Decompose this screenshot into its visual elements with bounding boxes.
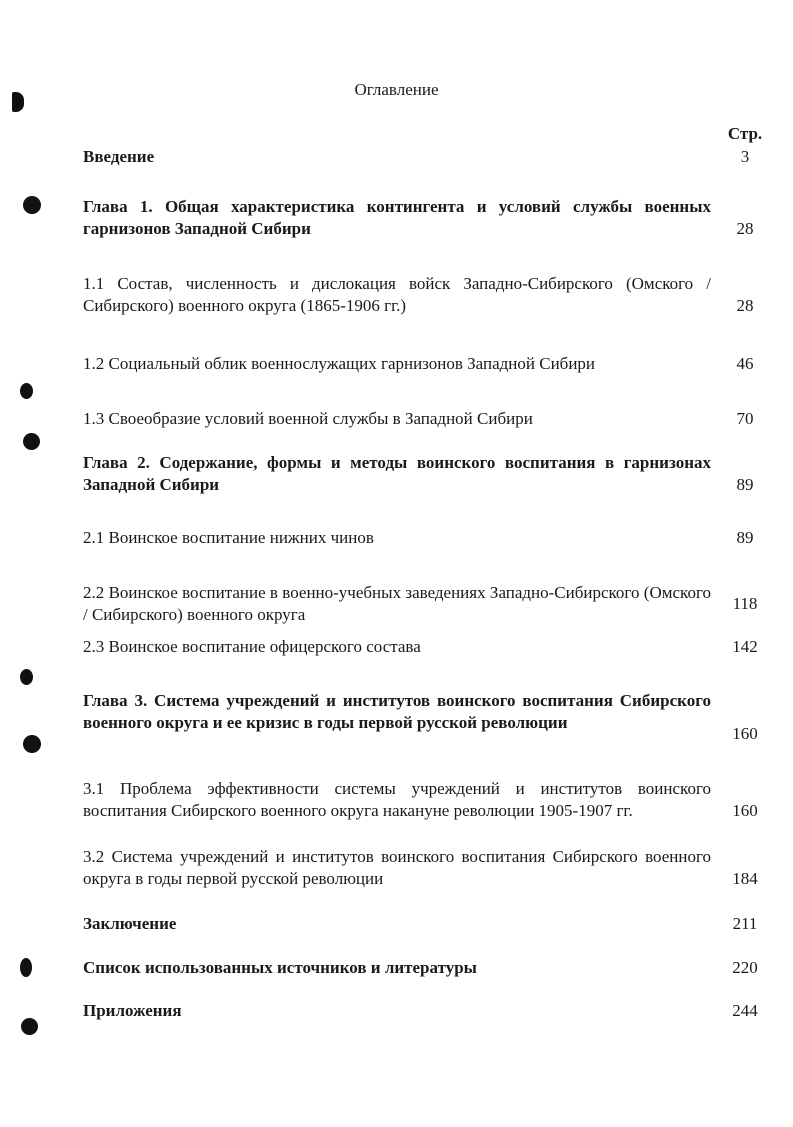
toc-page-chapter-3: 160 — [732, 724, 758, 743]
toc-entry-references: Список использованных источников и литературы — [83, 958, 477, 977]
scan-hole-mark — [23, 735, 41, 753]
scan-hole-mark — [12, 92, 24, 112]
toc-entry-section-2-2: 2.2 Воинское воспитание в военно-учебных заведениях Западно-Сибирского (Омского / Сибирского) военного округа — [83, 583, 711, 624]
toc-page-appendices: 244 — [732, 1001, 758, 1020]
toc-entry-chapter-1: Глава 1. Общая характеристика контингента и условий службы военных гарнизонов Западной Сибири — [83, 197, 711, 238]
toc-page-section-2-3: 142 — [732, 637, 758, 656]
toc-entry-chapter-2: Глава 2. Содержание, формы и методы воинского воспитания в гарнизонах Западной Сибири — [83, 453, 711, 494]
toc-entry-conclusion: Заключение — [83, 914, 177, 933]
scan-hole-mark — [20, 383, 33, 399]
scan-hole-mark — [23, 433, 40, 450]
toc-page-introduction: 3 — [740, 147, 750, 166]
toc-page-references: 220 — [732, 958, 758, 977]
toc-entry-section-3-1: 3.1 Проблема эффективности системы учреждений и институтов воинского воспитания Сибирского военного округа накануне революции 1905-1907 гг. — [83, 779, 711, 820]
scan-hole-mark — [20, 958, 32, 977]
toc-entry-chapter-3: Глава 3. Система учреждений и институтов воинского воспитания Сибирского военного округа и ее кризис в годы первой русской революции — [83, 691, 711, 732]
toc-page-chapter-2: 89 — [736, 475, 754, 494]
toc-entry-section-3-2: 3.2 Система учреждений и институтов воинского воспитания Сибирского военного округа в годы первой русской революции — [83, 847, 711, 888]
toc-entry-section-1-2: 1.2 Социальный облик военнослужащих гарнизонов Западной Сибири — [83, 354, 596, 373]
toc-page-section-3-1: 160 — [732, 801, 758, 820]
toc-page-section-1-1: 28 — [736, 296, 754, 315]
toc-entry-section-1-1: 1.1 Состав, численность и дислокация войск Западно-Сибирского (Омского / Сибирского) военного округа (1865-1906 гг.) — [83, 274, 711, 315]
page-column-header: Стр. — [727, 124, 763, 143]
toc-entry-appendices: Приложения — [83, 1001, 182, 1020]
toc-page-section-2-1: 89 — [736, 528, 754, 547]
document-title: Оглавление — [354, 80, 439, 99]
toc-entry-introduction: Введение — [83, 147, 155, 166]
toc-page-section-2-2: 118 — [732, 594, 758, 613]
toc-entry-section-1-3: 1.3 Своеобразие условий военной службы в Западной Сибири — [83, 409, 533, 428]
toc-page-chapter-1: 28 — [736, 219, 754, 238]
scan-hole-mark — [21, 1018, 38, 1035]
toc-page-section-1-3: 70 — [736, 409, 754, 428]
toc-entry-section-2-1: 2.1 Воинское воспитание нижних чинов — [83, 528, 374, 547]
scan-hole-mark — [23, 196, 41, 214]
scan-hole-mark — [20, 669, 33, 685]
toc-page-section-3-2: 184 — [732, 869, 758, 888]
toc-page-section-1-2: 46 — [736, 354, 754, 373]
toc-page-conclusion: 211 — [732, 914, 758, 933]
toc-entry-section-2-3: 2.3 Воинское воспитание офицерского состава — [83, 637, 421, 656]
